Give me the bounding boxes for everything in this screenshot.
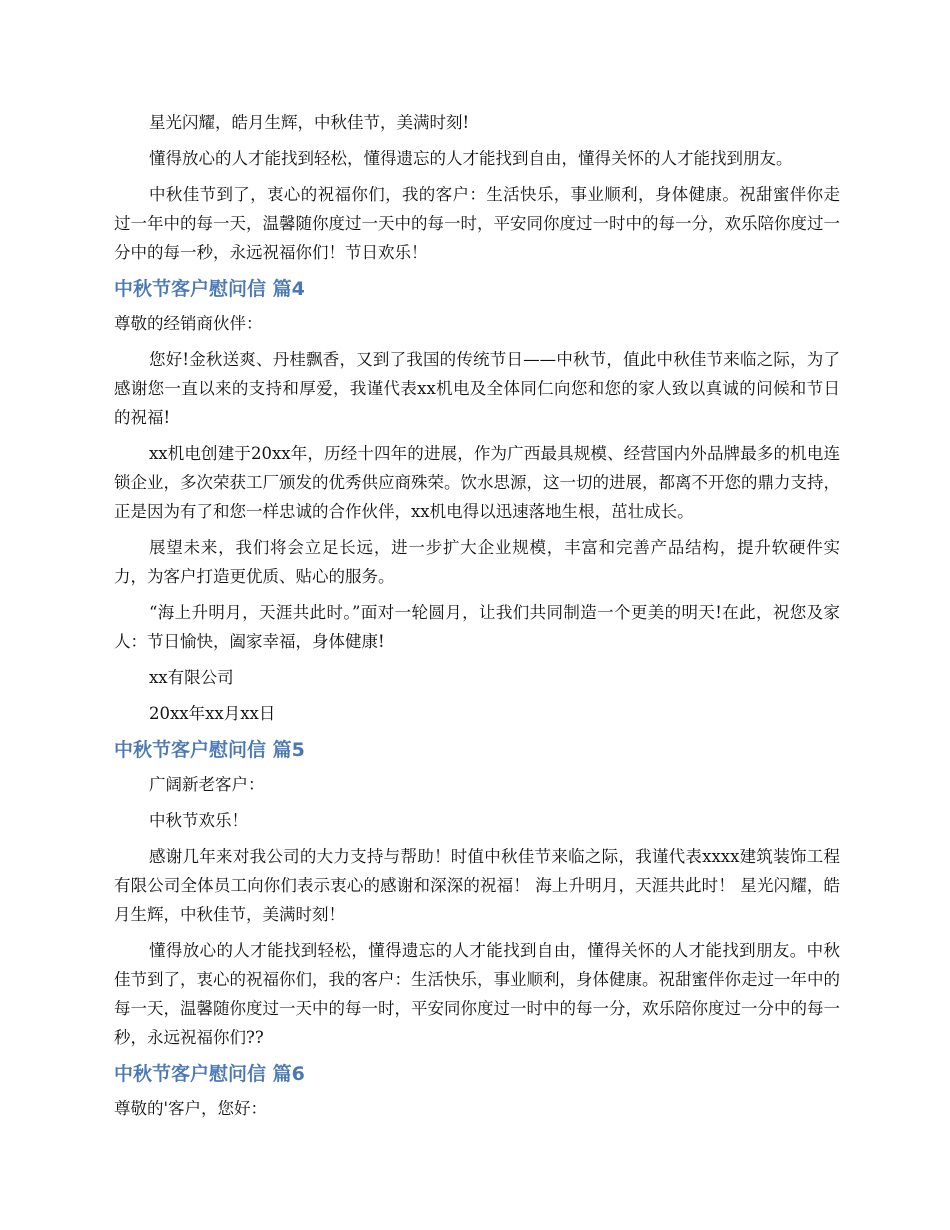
signature-date: 20xx年xx月xx日 bbox=[149, 704, 276, 723]
paragraph: 感谢几年来对我公司的大力支持与帮助！时值中秋佳节来临之际，我谨代表xxxx建筑装饰工程有限公司全体员工向你们表示衷心的感谢和深深的祝福！ 海上升明月，天涯共此时！ 星光闪耀，皓月生辉，中秋佳节，美满时刻！ bbox=[114, 847, 840, 924]
document-page bbox=[114, 108, 840, 1130]
section-heading: 中秋节客户慰问信 篇5 bbox=[114, 739, 305, 761]
paragraph: 懂得放心的人才能找到轻松，懂得遗忘的人才能找到自由，懂得关怀的人才能找到朋友。中秋佳节到了，衷心的祝福你们，我的客户：生活快乐，事业顺利，身体健康。祝甜蜜伴你走过一年中的每一天，温馨随你度过一天中的每一时，平安同你度过一时中的每一分，欢乐陪你度过一分中的每一秒，永远祝福你们?? bbox=[114, 941, 840, 1047]
paragraph: 中秋佳节到了，衷心的祝福你们，我的客户：生活快乐，事业顺利，身体健康。祝甜蜜伴你走过一年中的每一天，温馨随你度过一天中的每一时，平安同你度过一时中的每一分，欢乐陪你度过一分中的每一秒，永远祝福你们！节日欢乐！ bbox=[114, 185, 840, 262]
paragraph: 懂得放心的人才能找到轻松，懂得遗忘的人才能找到自由，懂得关怀的人才能找到朋友。 bbox=[149, 149, 793, 168]
salutation: 广阔新老客户： bbox=[149, 775, 265, 794]
section-heading: 中秋节客户慰问信 篇6 bbox=[114, 1063, 305, 1085]
signature-company: xx有限公司 bbox=[149, 668, 234, 687]
paragraph: 星光闪耀，皓月生辉，中秋佳节，美满时刻! bbox=[149, 113, 470, 132]
salutation: 尊敬的经销商伙伴： bbox=[114, 314, 263, 333]
paragraph: 您好!金秋送爽、丹桂飘香，又到了我国的传统节日——中秋节，值此中秋佳节来临之际，为了感谢您一直以来的支持和厚爱，我谨代表xx机电及全体同仁向您和您的家人致以真诚的问候和节日的祝福! bbox=[114, 350, 840, 427]
salutation: 尊敬的'客户，您好： bbox=[114, 1099, 268, 1118]
paragraph: “海上升明月，天涯共此时。”面对一轮圆月，让我们共同制造一个更美的明天!在此，祝您及家人：节日愉快，阖家幸福，身体健康! bbox=[114, 603, 840, 651]
section-heading: 中秋节客户慰问信 篇4 bbox=[114, 278, 305, 300]
paragraph: 展望未来，我们将会立足长远，进一步扩大企业规模，丰富和完善产品结构，提升软硬件实力，为客户打造更优质、贴心的服务。 bbox=[114, 538, 840, 586]
paragraph: 中秋节欢乐！ bbox=[149, 811, 248, 830]
paragraph: xx机电创建于20xx年，历经十四年的进展，作为广西最具规模、经营国内外品牌最多的机电连锁企业，多次荣获工厂颁发的优秀供应商殊荣。饮水思源，这一切的进展，都离不开您的鼎力支持，正是因为有了和您一样忠诚的合作伙伴，xx机电得以迅速落地生根，茁壮成长。 bbox=[114, 444, 840, 521]
